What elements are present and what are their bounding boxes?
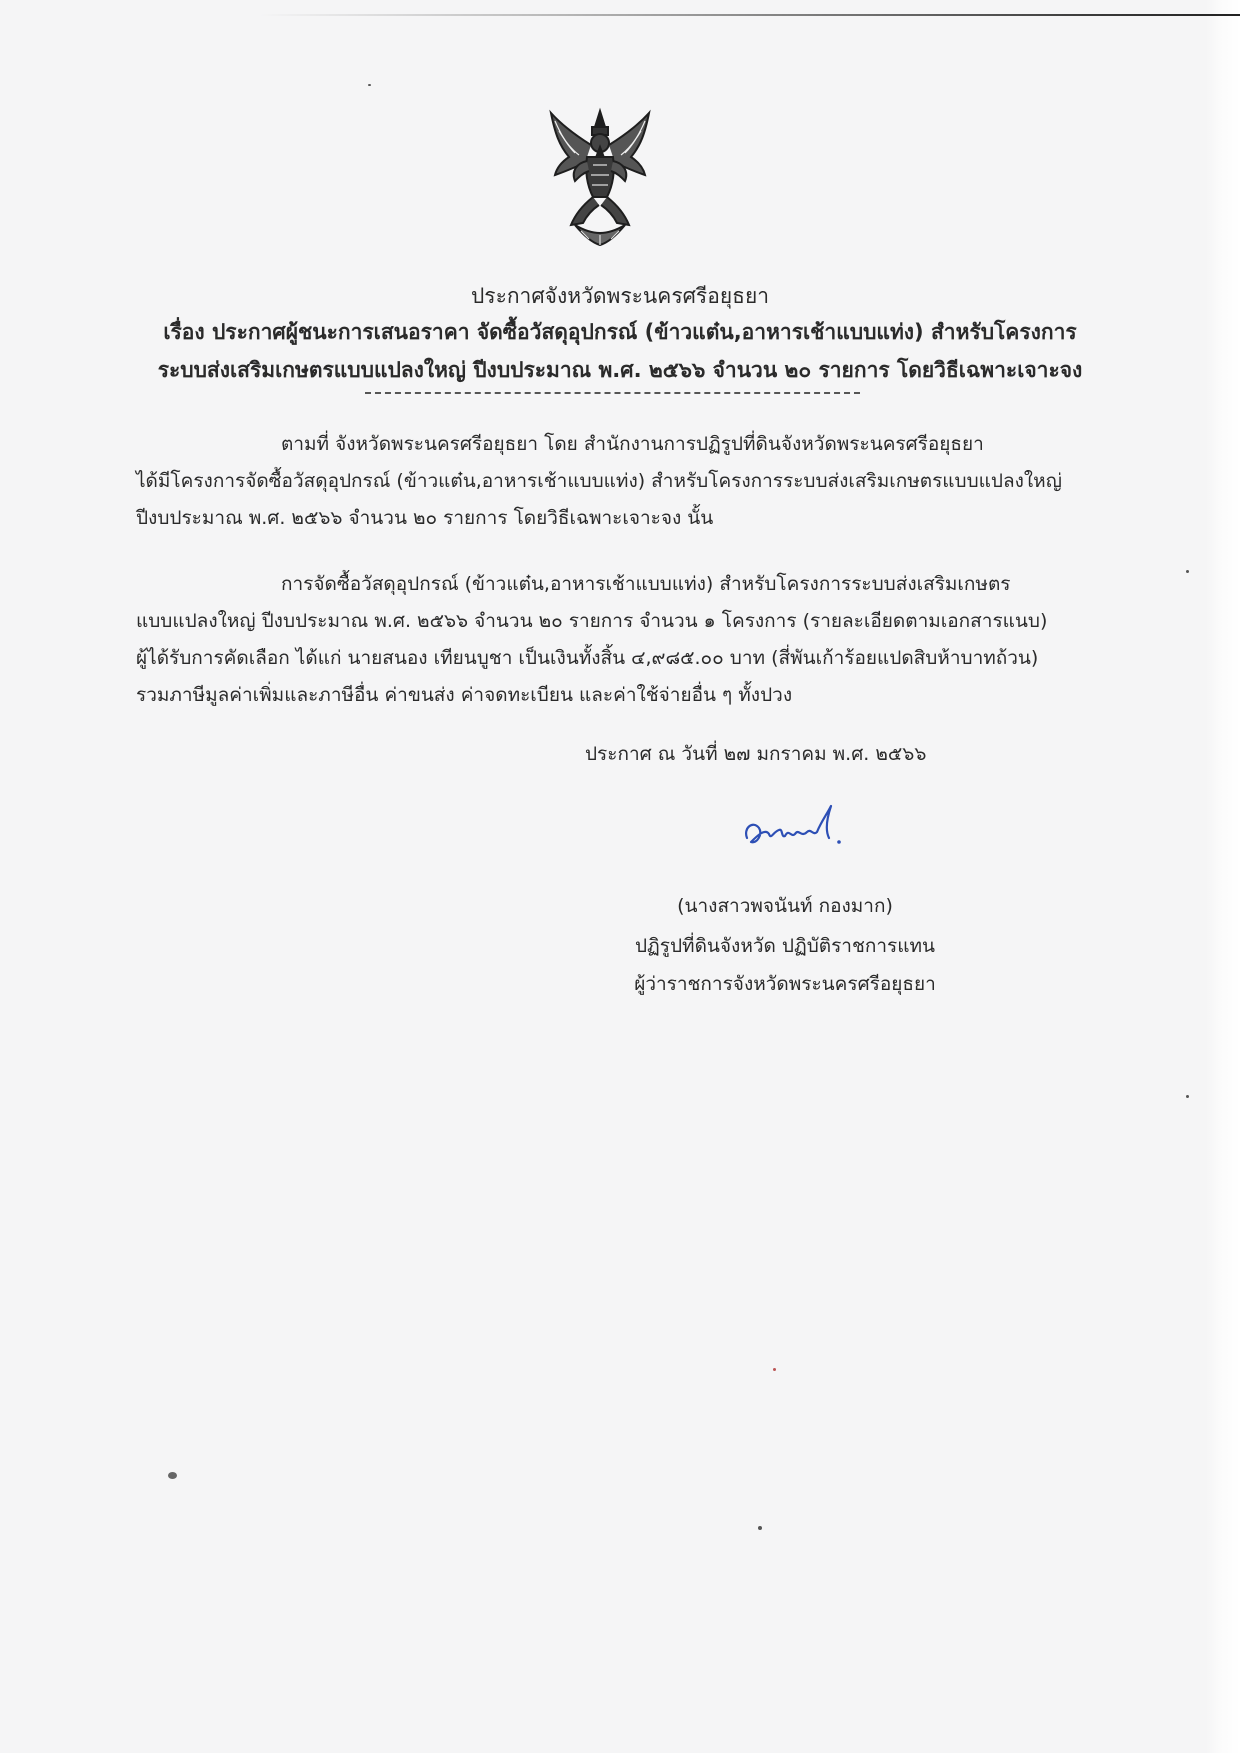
scan-speck xyxy=(758,1526,762,1530)
signatory-position-2: ผู้ว่าราชการจังหวัดพระนครศรีอยุธยา xyxy=(634,973,936,995)
paragraph-1-line: ปีงบประมาณ พ.ศ. ๒๕๖๖ จำนวน ๒๐ รายการ โดยวิธีเฉพาะเจาะจง นั้น xyxy=(136,507,714,529)
signatory-position-1: ปฏิรูปที่ดินจังหวัด ปฏิบัติราชการแทน xyxy=(634,935,936,957)
separator-line xyxy=(365,392,860,394)
paragraph-2-line: รวมภาษีมูลค่าเพิ่มและภาษีอื่น ค่าขนส่ง ค่าจดทะเบียน และค่าใช้จ่ายอื่น ๆ ทั้งปวง xyxy=(136,684,793,706)
handwritten-signature-icon xyxy=(735,798,875,858)
paragraph-1-line: ได้มีโครงการจัดซื้อวัสดุอุปกรณ์ (ข้าวแต๋น,อาหารเช้าแบบแท่ง) สำหรับโครงการระบบส่งเสริมเกษตรแบบแปลงใหญ่ xyxy=(136,470,1062,492)
subject-line-2: ระบบส่งเสริมเกษตรแบบแปลงใหญ่ ปีงบประมาณ พ.ศ. ๒๕๖๖ จำนวน ๒๐ รายการ โดยวิธีเฉพาะเจาะจง xyxy=(157,358,1083,382)
paragraph-1 xyxy=(136,426,1091,537)
paragraph-2-line: แบบแปลงใหญ่ ปีงบประมาณ พ.ศ. ๒๕๖๖ จำนวน ๒๐ รายการ จำนวน ๑ โครงการ (รายละเอียดตามเอกสารแนบ) xyxy=(136,610,1048,632)
scan-speck xyxy=(1186,1095,1189,1098)
announcement-date: ประกาศ ณ วันที่ ๒๗ มกราคม พ.ศ. ๒๕๖๖ xyxy=(585,743,927,765)
paragraph-2 xyxy=(136,566,1091,714)
scan-edge xyxy=(1206,0,1240,1753)
scan-speck xyxy=(1186,570,1189,573)
scan-speck xyxy=(368,84,371,86)
paragraph-2-line: การจัดซื้อวัสดุอุปกรณ์ (ข้าวแต๋น,อาหารเช้าแบบแท่ง) สำหรับโครงการระบบส่งเสริมเกษตร xyxy=(281,573,1011,595)
scan-artifact-line xyxy=(260,14,1240,16)
signatory-name: (นางสาวพจนันท์ กองมาก) xyxy=(677,895,893,917)
scan-speck xyxy=(773,1368,776,1371)
garuda-emblem-icon xyxy=(545,105,655,250)
scan-speck xyxy=(168,1472,177,1479)
document-title: ประกาศจังหวัดพระนครศรีอยุธยา xyxy=(470,284,770,308)
paragraph-2-line: ผู้ได้รับการคัดเลือก ได้แก่ นายสนอง เทียนบูชา เป็นเงินทั้งสิ้น ๔,๙๘๕.๐๐ บาท (สี่พันเก้าร้อยแปดสิบห้าบาทถ้วน) xyxy=(136,647,1039,669)
subject-line-1: เรื่อง ประกาศผู้ชนะการเสนอราคา จัดซื้อวัสดุอุปกรณ์ (ข้าวแต๋น,อาหารเช้าแบบแท่ง) สำหรับโครงการ xyxy=(163,320,1077,344)
paragraph-1-line: ตามที่ จังหวัดพระนครศรีอยุธยา โดย สำนักงานการปฏิรูปที่ดินจังหวัดพระนครศรีอยุธยา xyxy=(281,433,984,455)
